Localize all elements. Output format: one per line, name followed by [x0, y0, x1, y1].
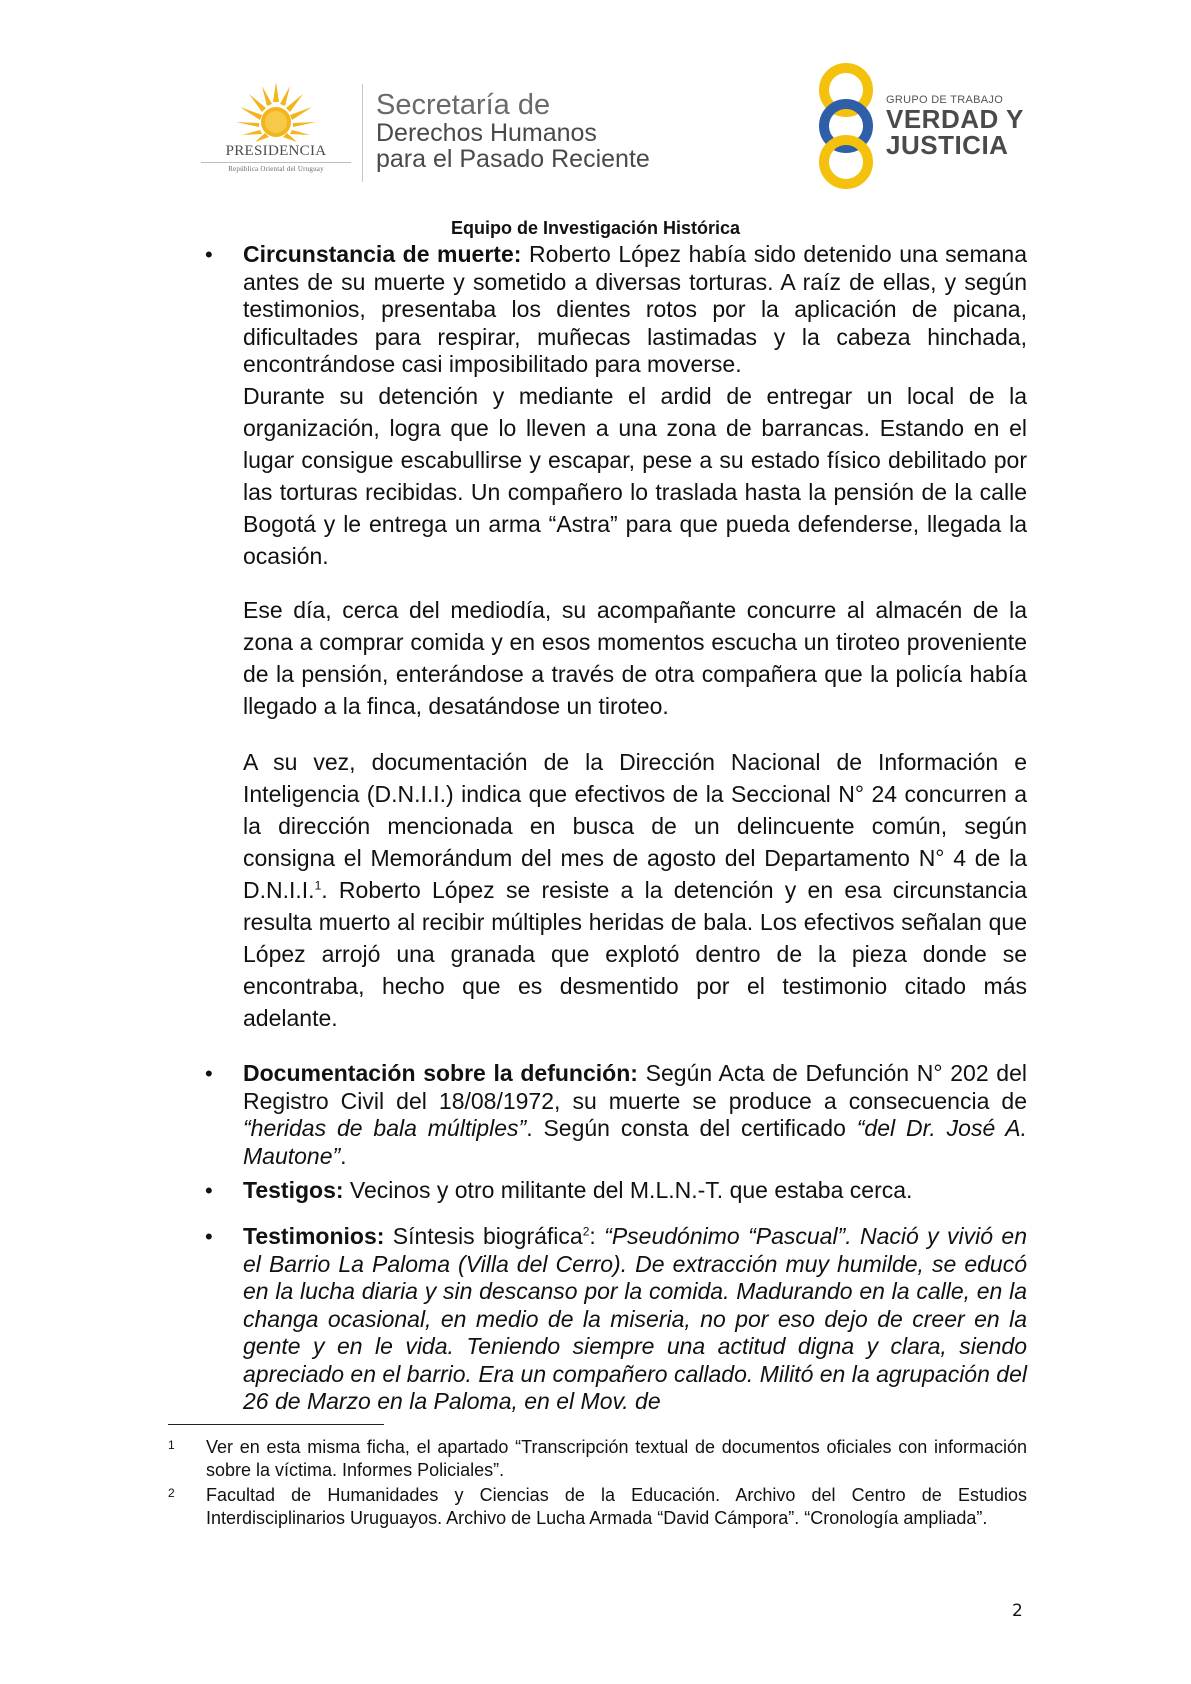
documentation-text-2: . Según consta del certificado [526, 1115, 857, 1141]
circumstance-label: Circunstancia de muerte: [243, 241, 522, 267]
grupo-trabajo-text [886, 94, 1024, 158]
paragraph-3-a: A su vez, documentación de la Dirección Nacional de Información e Inteligencia (D.N.I.I.) indica que efectivos de la Seccional N° 24 concurren a la dirección mencionada en busca de un delincuente común, según consigna el Memorándum del mes de agosto del Departamento N° 4 de la D.N.I.I. [243, 749, 1027, 903]
detention-paragraph [205, 380, 1027, 572]
footnote-rule [168, 1424, 384, 1425]
footnote-ref-1: 1 [314, 878, 322, 893]
paragraph-3 [205, 746, 1027, 1034]
bullet: • [205, 1178, 213, 1203]
header-divider [362, 84, 363, 182]
footnotes [168, 1436, 1027, 1532]
paragraph-3-b: . Roberto López se resiste a la detención y en esa circunstancia resulta muerto al recibir múltiples heridas de bala. Los efectivos señalan que López arrojó una granada que explotó dentro de la pieza donde se encontraba, hecho que es desmentido por el testimonio citado más adelante. [243, 877, 1027, 1031]
bullet: • [205, 1224, 213, 1249]
page-number: 2 [1012, 1601, 1023, 1621]
presidencia-text: PRESIDENCIA [225, 143, 327, 159]
documentation-item [205, 1060, 1027, 1170]
secretaria-line-3: para el Pasado Reciente [376, 145, 650, 173]
secretaria-logo-text [376, 90, 650, 172]
documentation-label: Documentación sobre la defunción: [243, 1060, 638, 1086]
circumstance-section [205, 241, 1027, 379]
noon-paragraph [205, 594, 1027, 722]
dnii-paragraph [205, 746, 1027, 1034]
documentation-quote-2: “del Dr. José A. Mautone” [243, 1115, 1027, 1169]
documentation-quote-1: “heridas de bala múltiples” [243, 1115, 527, 1141]
footnote-text: Facultad de Humanidades y Ciencias de la Educación. Archivo del Centro de Estudios Interdisciplinarios Uruguayos. Archivo de Lucha Armada “David Cámpora”. “Cronología ampliada”. [206, 1485, 1027, 1528]
gt-line-3: JUSTICIA [886, 130, 1009, 160]
bullet: • [205, 242, 213, 267]
documentation-text-1: Según Acta de Defunción N° 202 del Registro Civil del 18/08/1972, su muerte se produce a consecuencia de [243, 1060, 1027, 1114]
witnesses-label: Testigos: [243, 1177, 344, 1203]
witnesses-section [205, 1177, 1027, 1205]
page-header [0, 0, 1191, 215]
footnote-2 [168, 1484, 1027, 1530]
gt-line-2: VERDAD Y [886, 104, 1024, 134]
grupo-trabajo-logo [810, 62, 1030, 190]
documentation-section [205, 1060, 1027, 1170]
footnote-ref-2: 2 [582, 1224, 590, 1239]
testimonies-label: Testimonios: [243, 1223, 385, 1249]
gt-line-1: GRUPO DE TRABAJO [886, 94, 1004, 106]
bullet: • [205, 1061, 213, 1086]
footnote-number: 2 [168, 1486, 175, 1500]
testimonies-section [205, 1223, 1027, 1416]
testimonies-quote: “Pseudónimo “Pascual”. Nació y vivió en el Barrio La Paloma (Villa del Cerro). De extracción muy humilde, se educó en la lucha diaria y sin descanso por la comida. Madurando en la calle, en la changa ocasional, en medio de la miseria, no por eso dejo de creer en la gente y en le vida. Teniendo siempre una actitud digna y clara, siendo apreciado en el barrio. Era un compañero callado. Militó en la agrupación del 26 de Marzo en la Paloma, en el Mov. de [243, 1223, 1027, 1414]
testimonies-colon: : [589, 1223, 605, 1249]
paragraph-1: Durante su detención y mediante el ardid de entregar un local de la organización, logra que lo lleven a una zona de barrancas. Estando en el lugar consigue escabullirse y escapar, pese a su estado físico debilitado por las torturas recibidas. Un compañero lo traslada hasta la pensión de la calle Bogotá y le entrega un arma “Astra” para que pueda defenderse, llegada la ocasión. [243, 383, 1027, 569]
footnote-1 [168, 1436, 1027, 1482]
team-title: Equipo de Investigación Histórica [450, 218, 741, 238]
footnote-number: 1 [168, 1438, 175, 1452]
testimonies-text: Síntesis biográfica [384, 1223, 583, 1249]
circumstance-item [205, 241, 1027, 379]
presidencia-logo [196, 80, 356, 180]
documentation-text-3: . [340, 1142, 347, 1169]
presidencia-subtitle: República Oriental del Uruguay [228, 165, 324, 173]
testimonies-item [205, 1223, 1027, 1416]
rings-icon [810, 62, 886, 190]
presidencia-rule [201, 162, 351, 163]
witnesses-text: Vecinos y otro militante del M.L.N.-T. que estaba cerca. [343, 1177, 913, 1203]
sun-icon [232, 80, 320, 142]
paragraph-2: Ese día, cerca del mediodía, su acompañante concurre al almacén de la zona a comprar comida y en esos momentos escucha un tiroteo proveniente de la pensión, enterándose a través de otra compañera que la policía había llegado a la finca, desatándose un tiroteo. [243, 597, 1027, 719]
footnote-text: Ver en esta misma ficha, el apartado “Transcripción textual de documentos oficiales con información sobre la víctima. Informes Policiales”. [206, 1437, 1027, 1480]
circumstance-text: Roberto López había sido detenido una semana antes de su muerte y sometido a diversas torturas. A raíz de ellas, y según testimonios, presentaba los dientes rotos por la aplicación de picana, dificultades para respirar, muñecas lastimadas y la cabeza hinchada, encontrándose casi imposibilitado para moverse. [243, 241, 1027, 377]
witnesses-item [205, 1177, 1027, 1205]
secretaria-line-1: Secretaría de [376, 89, 551, 121]
secretaria-line-2: Derechos Humanos [376, 119, 597, 147]
